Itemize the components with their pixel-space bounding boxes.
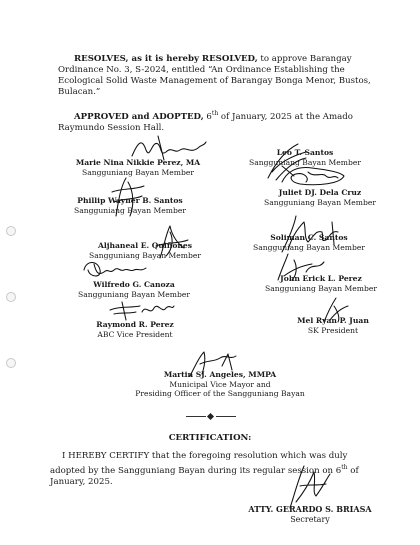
certification-heading: CERTIFICATION: — [168, 433, 252, 443]
signatory-soliman — [234, 233, 384, 252]
signatory-title: SK President — [307, 325, 359, 335]
punch-hole — [6, 358, 16, 368]
signatory-mel — [258, 316, 408, 335]
signatory-wilfredo — [54, 280, 214, 299]
section-divider — [186, 413, 236, 419]
signature-wilfredo — [80, 258, 152, 280]
signatory-nina — [58, 158, 218, 177]
signatory-name: Wilfredo G. Canoza — [93, 280, 175, 289]
secretary-title: Secretary — [290, 514, 330, 524]
secretary-name: ATTY. GERARDO S. BRIASA — [248, 504, 372, 514]
signatory-title: Sangguniang Bayan Member — [82, 167, 194, 177]
signatory-title: Sangguniang Bayan Member — [89, 250, 201, 260]
signatory-name: John Erick L. Perez — [280, 274, 362, 283]
presiding-title-1: Municipal Vice Mayor and — [169, 379, 271, 389]
signatory-title: Sangguniang Bayan Member — [78, 289, 190, 299]
signatory-name: Juliet DJ. Dela Cruz — [278, 188, 362, 197]
presiding-title-2: Presiding Officer of the Sangguniang Bayan — [135, 389, 305, 399]
approved-lead: APPROVED and ADOPTED, — [74, 111, 204, 122]
signatory-wayner — [50, 196, 210, 215]
signatory-name: Phillip Wayner B. Santos — [77, 196, 183, 205]
signatory-title: Sangguniang Bayan Member — [264, 197, 376, 207]
signatory-name: Mel Ryan P. Juan — [297, 316, 369, 325]
signatory-name: Leo T. Santos — [276, 148, 334, 157]
approval-paragraph: APPROVED and ADOPTED, 6th of January, 2025 at the Amado Raymundo Session Hall. — [58, 110, 353, 133]
signatory-title: Sangguniang Bayan Member — [74, 205, 186, 215]
certification-paragraph: I HEREBY CERTIFY that the foregoing resolution which was duly adopted by the Sangguniang Bayan during its regular session on 6th of January, 2025. — [50, 451, 359, 487]
secretary — [230, 505, 390, 524]
signatory-leo — [230, 148, 380, 167]
signatory-name: Raymond R. Perez — [96, 320, 174, 329]
signatory-juliet — [245, 188, 395, 207]
signature-raymond — [106, 300, 178, 322]
presiding-name: Martin SJ. Angeles, MMPA — [163, 370, 277, 379]
signatory-title: Sangguniang Bayan Member — [265, 283, 377, 293]
signatory-title: Sangguniang Bayan Member — [249, 157, 361, 167]
resolution-paragraph: RESOLVES, as it is hereby RESOLVED, to approve Barangay Ordinance No. 3, S-2024, entitled “An Ordinance Establishing the Ecological Solid Waste Management of Barangay Bonga Menor, Bustos, Bulacan.” — [58, 54, 371, 97]
resolves-lead: RESOLVES, as it is hereby RESOLVED, — [74, 54, 258, 64]
signatory-erick — [246, 274, 396, 293]
signatory-name: Soliman C. Santos — [270, 233, 348, 242]
signatory-aljhaneal — [65, 241, 225, 260]
signatory-title: ABC Vice President — [97, 329, 173, 339]
presiding-officer — [110, 370, 330, 399]
punch-hole — [6, 292, 16, 302]
punch-hole — [6, 226, 16, 236]
signatory-title: Sangguniang Bayan Member — [253, 242, 365, 252]
signatory-name: Aljhaneal E. Quiñones — [97, 241, 193, 250]
signatory-name: Marie Nina Nikkie Perez, MA — [75, 158, 201, 167]
signatory-raymond — [55, 320, 215, 339]
